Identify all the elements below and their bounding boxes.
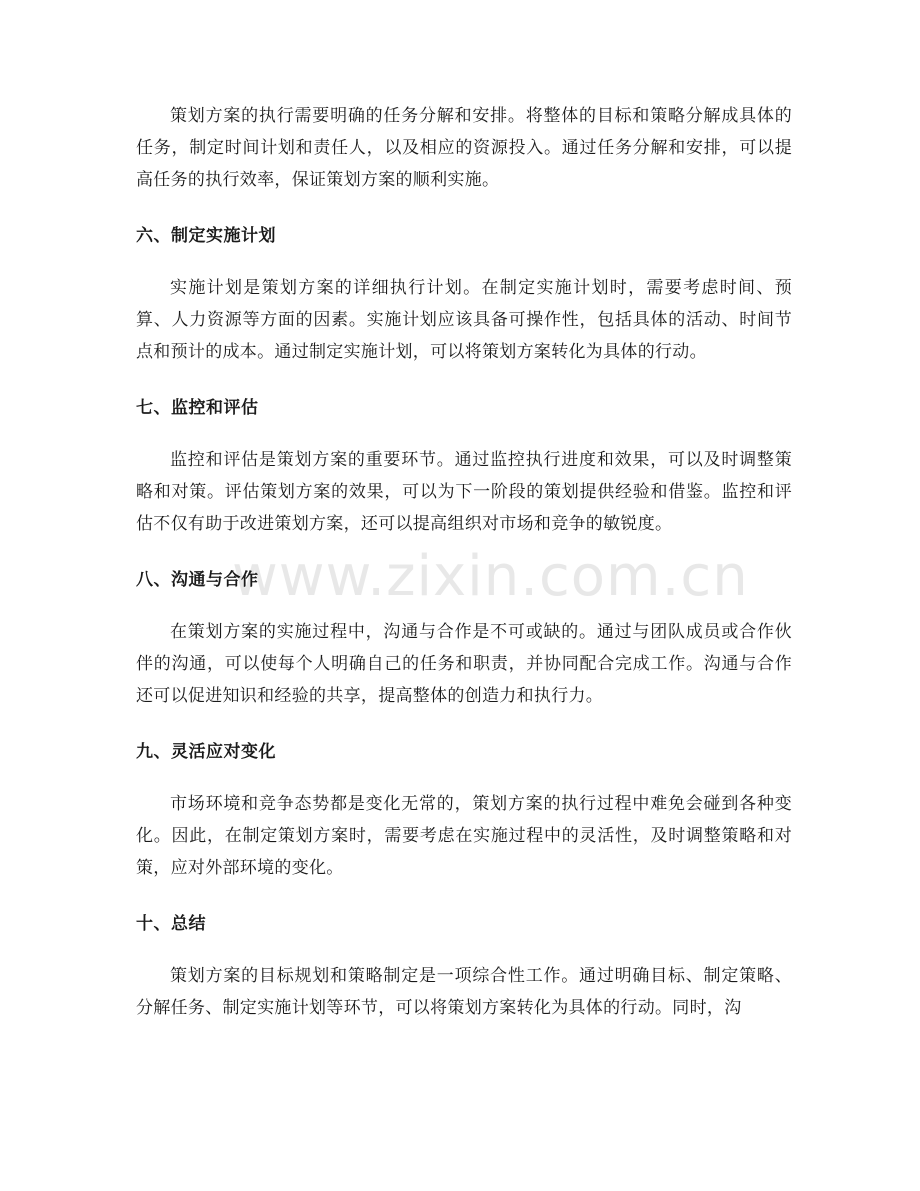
section-paragraph: 策划方案的目标规划和策略制定是一项综合性工作。通过明确目标、制定策略、分解任务、制定实施计划等环节，可以将策划方案转化为具体的行动。同时，沟 — [136, 966, 792, 1018]
section-8 — [136, 568, 792, 712]
section-paragraph: 在策划方案的实施过程中，沟通与合作是不可或缺的。通过与团队成员或合作伙伴的沟通，可以使每个人明确自己的任务和职责，并协同配合完成工作。沟通与合作还可以促进知识和经验的共享，提高整体的创造力和执行力。 — [136, 622, 792, 706]
section-10 — [136, 912, 792, 1024]
section-7 — [136, 396, 792, 540]
section-paragraph: 监控和评估是策划方案的重要环节。通过监控执行进度和效果，可以及时调整策略和对策。评估策划方案的效果，可以为下一阶段的策划提供经验和借鉴。监控和评估不仅有助于改进策划方案，还可以提高组织对市场和竞争的敏锐度。 — [136, 450, 792, 534]
section-heading: 八、沟通与合作 — [136, 570, 259, 590]
section-paragraph: 实施计划是策划方案的详细执行计划。在制定实施计划时，需要考虑时间、预算、人力资源等方面的因素。实施计划应该具备可操作性，包括具体的活动、时间节点和预计的成本。通过制定实施计划，可以将策划方案转化为具体的行动。 — [136, 278, 792, 362]
watermark: www.zixin.com.cn — [232, 544, 749, 609]
section-heading: 六、制定实施计划 — [136, 226, 276, 246]
section-6 — [136, 224, 792, 368]
document-body — [136, 100, 792, 1024]
section-9 — [136, 740, 792, 884]
section-paragraph: 市场环境和竞争态势都是变化无常的，策划方案的执行过程中难免会碰到各种变化。因此，在制定策划方案时，需要考虑在实施过程中的灵活性，及时调整策略和对策，应对外部环境的变化。 — [136, 794, 792, 878]
section-heading: 九、灵活应对变化 — [136, 742, 276, 762]
section-heading: 七、监控和评估 — [136, 398, 259, 418]
intro-paragraph: 策划方案的执行需要明确的任务分解和安排。将整体的目标和策略分解成具体的任务，制定时间计划和责任人，以及相应的资源投入。通过任务分解和安排，可以提高任务的执行效率，保证策划方案的顺利实施。 — [136, 106, 792, 190]
section-heading: 十、总结 — [136, 914, 206, 934]
